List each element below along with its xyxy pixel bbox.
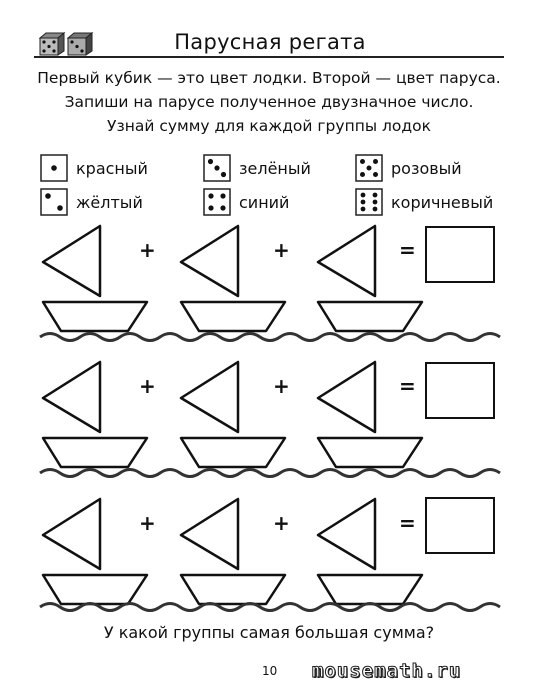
instruction-line-2: Запиши на парусе полученное двузначное число. — [64, 93, 474, 111]
equals-sign: = — [399, 374, 416, 398]
dice-icon — [38, 30, 96, 56]
instruction-line-1: Первый кубик — это цвет лодки. Второй — цвет паруса. — [37, 69, 501, 87]
title-underline — [34, 56, 504, 58]
page-title: Парусная регата — [174, 30, 366, 54]
page-number: 10 — [262, 664, 278, 678]
wave-icon — [38, 328, 504, 346]
sailboat-icon[interactable] — [178, 360, 288, 472]
legend-label: зелёный — [239, 158, 311, 178]
legend-item-yellow — [40, 188, 143, 216]
die-face-icon — [203, 188, 231, 216]
sailboat-icon[interactable] — [40, 497, 150, 609]
plus-sign: + — [139, 374, 156, 398]
legend-label: розовый — [391, 158, 462, 178]
die-face-icon — [40, 154, 68, 182]
die-face-icon — [203, 154, 231, 182]
legend-label: коричневый — [391, 192, 494, 212]
legend-item-blue — [203, 188, 289, 216]
answer-box[interactable] — [425, 362, 495, 419]
die-face-icon — [40, 188, 68, 216]
legend-item-brown — [355, 188, 493, 216]
answer-box[interactable] — [425, 226, 495, 283]
plus-sign: + — [273, 238, 290, 262]
sailboat-icon[interactable] — [40, 360, 150, 472]
legend-item-pink — [355, 154, 462, 182]
wave-icon — [38, 598, 504, 616]
equals-sign: = — [399, 511, 416, 535]
die-face-icon — [355, 188, 383, 216]
legend-item-red — [40, 154, 148, 182]
sailboat-icon[interactable] — [178, 224, 288, 336]
plus-sign: + — [273, 511, 290, 535]
legend-label: синий — [239, 192, 290, 212]
plus-sign: + — [273, 374, 290, 398]
plus-sign: + — [139, 238, 156, 262]
legend-label: жёлтый — [76, 192, 143, 212]
sailboat-icon[interactable] — [40, 224, 150, 336]
final-question: У какой группы самая большая сумма? — [103, 623, 435, 642]
die-face-icon — [355, 154, 383, 182]
equals-sign: = — [399, 238, 416, 262]
wave-icon — [38, 464, 504, 482]
legend-item-green — [203, 154, 311, 182]
instruction-line-3: Узнай сумму для каждой группы лодок — [107, 117, 431, 135]
answer-box[interactable] — [425, 497, 495, 554]
plus-sign: + — [139, 511, 156, 535]
site-watermark: mousemath.ru — [312, 660, 462, 682]
legend-label: красный — [76, 158, 148, 178]
sailboat-icon[interactable] — [178, 497, 288, 609]
